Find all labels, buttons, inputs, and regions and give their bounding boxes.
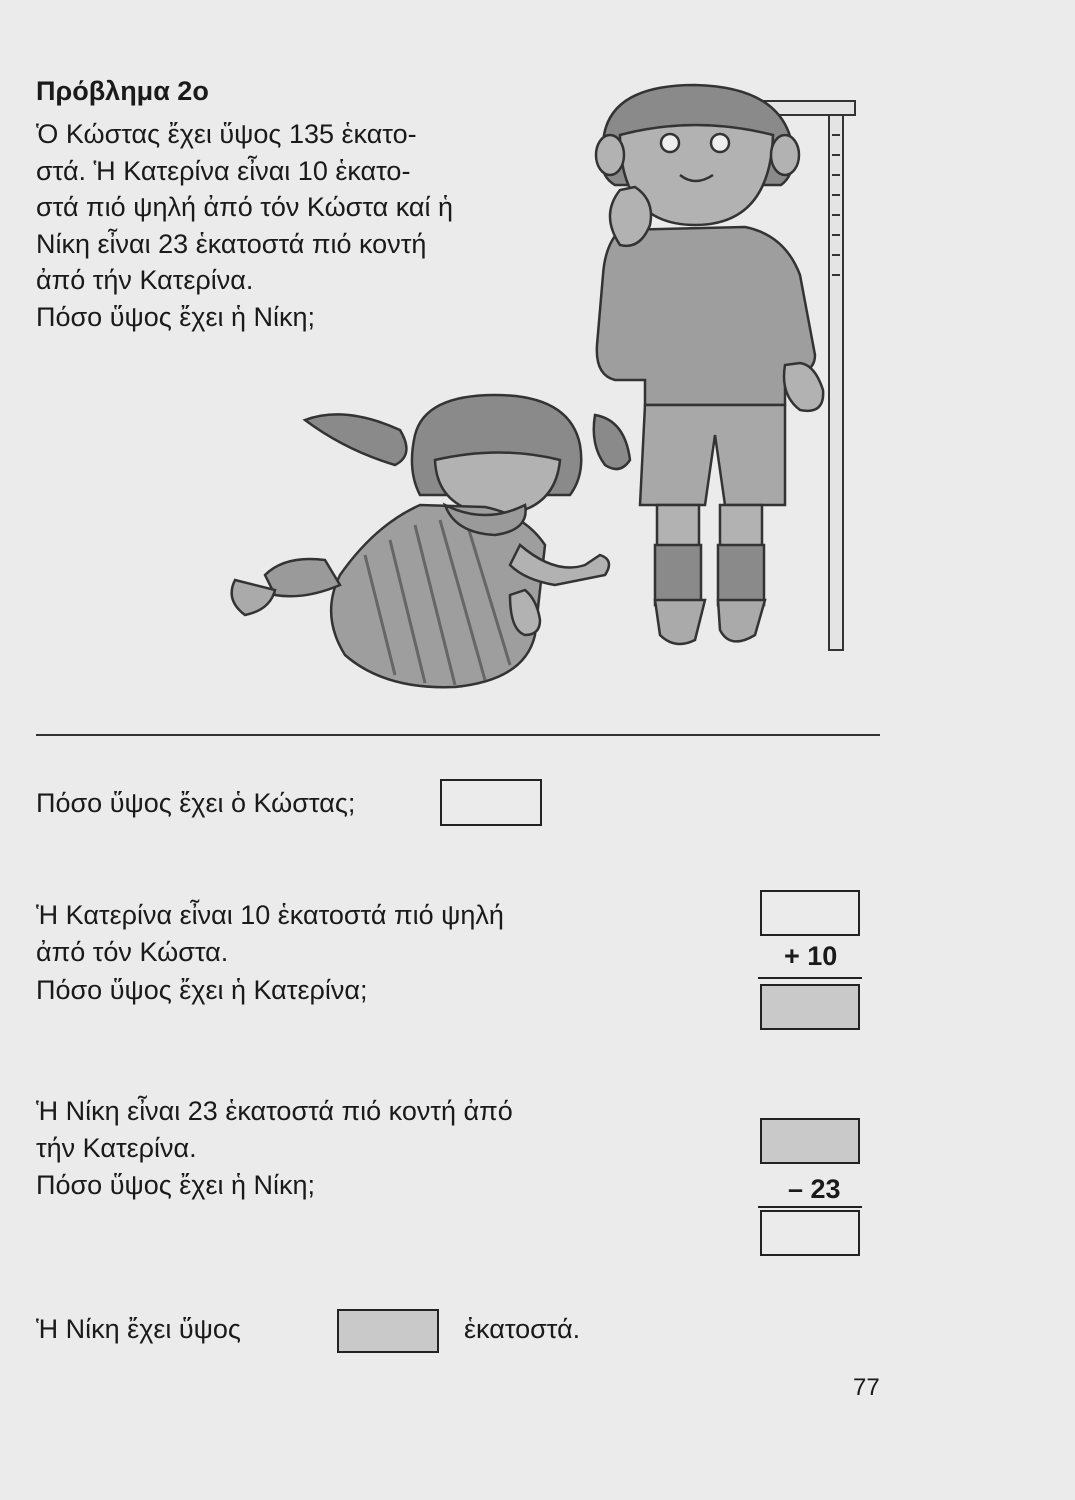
step3-text-line1: Ἡ Νίκη εἶναι 23 ἑκατοστά πιό κοντή ἀπό <box>36 1096 513 1126</box>
katerina-height-result-box[interactable] <box>760 984 860 1030</box>
sum-rule-line <box>758 977 862 979</box>
children-height-measure-illustration <box>225 75 905 715</box>
add-ten-operation: + 10 <box>784 941 838 971</box>
katerina-height-operand-box[interactable] <box>760 1118 860 1164</box>
difference-rule-line <box>758 1206 862 1208</box>
step3-text-line2: τήν Κατερίνα. <box>36 1133 197 1163</box>
subtract-23-operation: – 23 <box>788 1174 841 1204</box>
problem-line: Πόσο ὕψος ἔχει ἡ Νίκη; <box>36 301 316 332</box>
problem-line: στά. Ἡ Κατερίνα εἶναι 10 ἑκατο- <box>36 155 411 186</box>
answer-prefix: Ἡ Νίκη ἔχει ὕψος <box>36 1314 241 1344</box>
problem-line: Νίκη εἶναι 23 ἑκατοστά πιό κοντή <box>36 228 427 259</box>
answer-suffix: ἑκατοστά. <box>464 1314 581 1344</box>
boy-figure-icon <box>596 85 823 644</box>
girl-figure-icon <box>232 395 630 687</box>
problem-line: Ὁ Κώστας ἔχει ὕψος 135 ἑκατο- <box>36 119 417 149</box>
step3-question: Πόσο ὕψος ἔχει ἡ Νίκη; <box>36 1170 316 1200</box>
step2-text-line1: Ἡ Κατερίνα εἶναι 10 ἑκατοστά πιό ψηλή <box>36 900 504 930</box>
kostas-height-operand-box[interactable] <box>760 890 860 936</box>
step2-question: Πόσο ὕψος ἔχει ἡ Κατερίνα; <box>36 975 368 1005</box>
page-number: 77 <box>853 1374 880 1401</box>
step1-question: Πόσο ὕψος ἔχει ὁ Κώστας; <box>36 788 356 818</box>
niki-height-result-box[interactable] <box>760 1210 860 1256</box>
problem-title: Πρόβλημα 2ο <box>36 76 209 106</box>
section-divider <box>36 734 880 736</box>
problem-line: στά πιό ψηλή ἀπό τόν Κώστα καί ἡ <box>36 192 454 222</box>
step2-text-line2: ἀπό τόν Κώστα. <box>36 937 229 967</box>
kostas-height-answer-box[interactable] <box>440 779 542 826</box>
final-answer-box[interactable] <box>337 1309 439 1353</box>
problem-line: ἀπό τήν Κατερίνα. <box>36 265 254 295</box>
